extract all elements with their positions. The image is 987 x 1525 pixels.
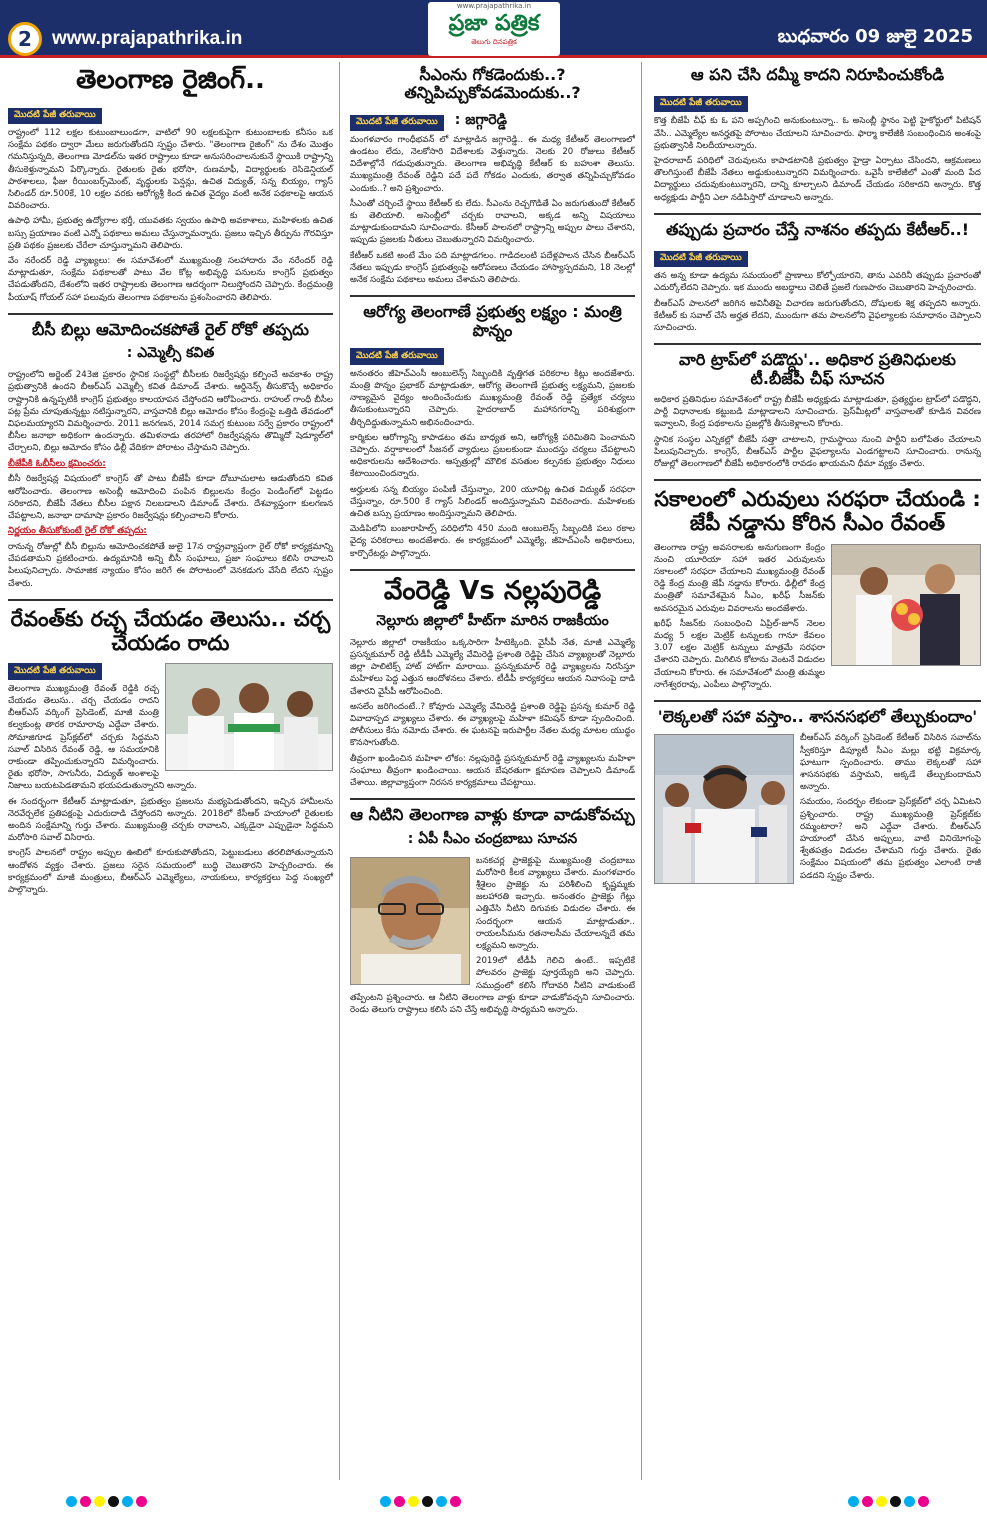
paragraph: ఉపాధి హామీ, ప్రభుత్వ ఉద్యోగాల భర్తీ, యువతకు స్వయం ఉపాధి అవకాశాలు, మహిళలకు ఉచిత బస్సు ప్రయాణం వంటి ఎన్నో పథకాలు అమలు చేస్తున్నామన్నారు. ప్రజలు ఇచ్చిన తీర్పును గౌరవిస్తూ ప్రతి పథకం ప్రజలకు చేరేలా చూస్తున్నామని తెలిపారు. <box>8 216 333 251</box>
registration-dot <box>108 1496 119 1507</box>
byline-badge: మొదటి పేజీ తరువాయి <box>654 96 748 112</box>
color-registration-marks-left <box>66 1492 150 1512</box>
article-body <box>8 661 333 896</box>
paragraph: వేం నరేందర్ రెడ్డి వ్యాఖ్యలు: ఈ సమావేశంలో ముఖ్యమంత్రి సలహాదారు వేం నరేందర్ రెడ్డి మాట్లాడుతూ, సంక్షేమ పథకాలతో పాటు వేల కోట్ల అభివృద్ధి పనులను కాంగ్రెస్ ప్రభుత్వం చేపడుతోందని, దేశంలోని ఇతర రాష్ట్రాలకు తెలంగాణ ఆదర్శంగా నిలుస్తోందని చెప్పారు. కేంద్రమంత్రి పీయూష్ గోయల్ సహా పలువురు తెలంగాణ పథకాలను ప్రశంసించారని తెలిపారు. <box>8 255 333 303</box>
subheadline: : ఎమ్మెల్సీ కవిత <box>126 345 215 362</box>
registration-dot <box>394 1496 405 1507</box>
article-body <box>350 855 635 1017</box>
article-body <box>654 542 981 691</box>
paragraph: నెల్లూరు జిల్లాలో రాజకీయం ఒక్కసారిగా హీటెక్కింది. వైసీపీ నేత, మాజీ ఎమ్మెల్యే ప్రసన్నకుమార్ రెడ్డి టీడీపీ ఎమ్మెల్యే వేమిరెడ్డి ప్రశాంతి రెడ్డిపై చేసిన వ్యాఖ్యలతో నెల్లూరు జిల్లా పాలిటిక్స్ హాట్ హాట్‌గా మారాయి. ప్రసన్నకుమార్ రెడ్డి వ్యాఖ్యలను నిరసిస్తూ మహిళలు పెద్ద ఎత్తున ఆందోళనలు చేశారు. టీడీపీ కార్యకర్తలు ఆయన నివాసంపై దాడి చేశారని వైసీపీ ఆరోపించింది. <box>350 637 635 697</box>
paragraph: తెలంగాణ రాష్ట్ర అవసరాలకు అనుగుణంగా కేంద్రం నుంచి యూరియా సహా ఇతర ఎరువులను సకాలంలో సరఫరా చేయాలని ముఖ్యమంత్రి రేవంత్ రెడ్డి కేంద్ర మంత్రి జేపీ నడ్డాను కోరారు. ఢిల్లీలో కేంద్ర మంత్రితో సమావేశమైన సీఎం, ఖరీఫ్ సీజన్‌కు అవసరమైన ఎరువుల వివరాలను అందజేశారు. <box>654 542 825 614</box>
registration-dot <box>66 1496 77 1507</box>
article-body <box>654 270 981 334</box>
registration-dot <box>408 1496 419 1507</box>
left-column <box>8 62 340 1480</box>
photo-bhatti-vikramarka <box>654 734 794 884</box>
color-registration-marks-right <box>848 1492 932 1512</box>
paragraph: హైదరాబాద్ పరిధిలో చెరువులను కాపాడటానికి ప్రభుత్వం హైడ్రా ఏర్పాటు చేసిందని, ఆక్రమణలు తొలగిస్తుంటే బీజేపీ నేతలు అడ్డుకుంటున్నారని విమర్శించారు. ఒవైసీ కాలేజీలో ఎంతో మంది పేద విద్యార్థులు చదువుకుంటున్నారని, దాన్ని కూల్చాలని డిమాండ్ చేయడం సరికాదని అన్నారు. కొత్త అధ్యక్షుడు పార్టీని ఎలా నడిపిస్తారో చూడాలని అన్నారు. <box>654 156 981 203</box>
registration-dot <box>450 1496 461 1507</box>
byline-badge: మొదటి పేజీ తరువాయి <box>350 115 444 131</box>
logo-title: ప్రజా పత్రిక <box>448 11 540 36</box>
article-jaggareddy[interactable] <box>350 66 635 297</box>
byline-badge: మొదటి పేజీ తరువాయి <box>350 348 444 365</box>
paragraph: స్థానిక సంస్థల ఎన్నికల్లో బీజేపీ సత్తా చాటాలని, గ్రామస్థాయి నుంచి పార్టీని బలోపేతం చేయాలని పిలుపునిచ్చారు. కాంగ్రెస్, బీఆర్ఎస్ పార్టీల వైఫల్యాలను ఎండగట్టాలని సూచించారు. రానున్న రోజుల్లో తెలంగాణలో బీజేపీ అధికారంలోకి రావడం ఖాయమని ధీమా వ్యక్తం చేశారు. <box>654 434 981 470</box>
registration-dot <box>862 1496 873 1507</box>
issue-date: బుధవారం 09 జులై 2025 <box>777 26 973 47</box>
article-chandrababu-water[interactable] <box>350 806 635 1025</box>
paragraph: అధికార ప్రతినిధుల సమావేశంలో రాష్ట్ర బీజేపీ అధ్యక్షుడు మాట్లాడుతూ, ప్రత్యర్థుల ట్రాప్‌లో పడొద్దని, పార్టీ విధానాలకు కట్టుబడి మాట్లాడాలని సూచించారు. ప్రెస్‌మీట్లలో వాస్తవాలతో కూడిన వివరణ ఇవ్వాలని, కేంద్ర పథకాలను ప్రజల్లోకి తీసుకెళ్లాలని కోరారు. <box>654 395 981 430</box>
article-body <box>654 115 981 203</box>
paragraph: అసలేం జరిగిందంటే..? కోవూరు ఎమ్మెల్యే వేమిరెడ్డి ప్రశాంతి రెడ్డిపై ప్రసన్న కుమార్ రెడ్డి వివాదాస్పద వ్యాఖ్యలు చేశారు. ఈ వ్యాఖ్యలపై మహిళా కమిషన్ కూడా స్పందించింది. పోలీసులు కేసు నమోదు చేశారు. ఈ ఘటనపై ఇరుపార్టీల నేతల మధ్య మాటల యుద్ధం కొనసాగుతోంది. <box>350 701 635 749</box>
registration-dot <box>422 1496 433 1507</box>
color-registration-marks-mid <box>380 1492 464 1512</box>
paragraph: కాంగ్రెస్ పాలనలో రాష్ట్రం అప్పుల ఊబిలో కూరుకుపోతోందని, పెట్టుబడులు తరలిపోతున్నాయని ఆందోళన వ్యక్తం చేశారు. ప్రజలు సరైన సమయంలో బుద్ధి చెబుతారని హెచ్చరించారు. ఈ కార్యక్రమంలో మాజీ మంత్రులు, బీఆర్ఎస్ ఎమ్మెల్యేలు, నాయకులు, కార్యకర్తలు పెద్ద సంఖ్యలో పాల్గొన్నారు. <box>8 848 333 895</box>
headline: ఆ పని చేసి దమ్మీ కాదని నిరూపించుకోండి <box>690 65 945 84</box>
subheadline: : జగ్గారెడ్డి <box>454 111 508 128</box>
logo-tagline: తెలుగు దినపత్రిక <box>471 38 517 46</box>
newspaper-logo[interactable] <box>428 2 560 56</box>
article-body <box>654 732 981 881</box>
section-label: నిర్ణయం తీసుకోకుంటే రైల్ రోకో తప్పదు: <box>8 526 147 537</box>
paragraph: 2019లో టీడీపీ గెలిచి ఉంటే.. ఇప్పటికే పోలవరం ప్రాజెక్టు పూర్తయ్యేది అని చెప్పారు. సముద్రంలో కలిసే గోదావరి నీటిని వాడుకుంటే తప్పేంటని ప్రశ్నించారు. ఆ నీటిని తెలంగాణ వాళ్లు కూడా వాడుకోవచ్చని సూచించారు. రెండు తెలుగు రాష్ట్రాలు కలిసి పని చేస్తే అభివృద్ధి సాధ్యమని అన్నారు. <box>350 956 635 1015</box>
headline: సకాలంలో ఎరువులు సరఫరా చేయండి : జేపీ నడ్డాను కోరిన సీఎం రేవంత్ <box>654 487 981 536</box>
paragraph: ఈ సందర్భంగా కేటీఆర్ మాట్లాడుతూ, ప్రభుత్వం ప్రజలను మభ్యపెడుతోందని, ఇచ్చిన హామీలను నెరవేర్చలేక ప్రతిపక్షంపై ఎదురుదాడి చేస్తోందని అన్నారు. 2018లో కేసీఆర్ హయాంలో రైతులకు అందిన సంక్షేమాన్ని గుర్తు చేశారు. ముఖ్యమంత్రి చర్చకు రావాలని, ఎక్కడైనా ఎప్పుడైనా సిద్ధమని మరోసారి సవాల్ విసిరారు. <box>8 796 333 844</box>
registration-dot <box>904 1496 915 1507</box>
article-body <box>350 637 635 789</box>
article-body <box>8 369 333 590</box>
photo-revanth-nadda <box>831 544 981 666</box>
article-body <box>8 127 333 304</box>
article-telangana-rising[interactable] <box>8 66 333 315</box>
paragraph: కార్మికుల ఆరోగ్యాన్ని కాపాడటం తమ బాధ్యత అని, ఆరోగ్యశ్రీ పరిమితిని పెంచామని చెప్పారు. వర్షాకాలంలో సీజనల్ వ్యాధులు ప్రబలకుండా ముందస్తు చర్యలు చేపట్టాలని అధికారులను ఆదేశించారు. ఆస్పత్రుల్లో మౌలిక వసతుల కల్పనకు ప్రభుత్వం నిధులు కేటాయించిందన్నారు. <box>350 432 635 480</box>
headline: సీఎంను గోకడెందుకు..? తన్నిపిచ్చుకోవడమెందుకు..? <box>404 65 581 103</box>
registration-dot <box>122 1496 133 1507</box>
registration-dot <box>380 1496 391 1507</box>
headline: వారి ట్రాప్‌లో పడొద్దు'.. అధికార ప్రతినిధులకు టీ.బీజేపీ చీఫ్ సూచన <box>679 350 956 388</box>
registration-dot <box>136 1496 147 1507</box>
headline: తప్పుడు ప్రచారం చేస్తే నాశనం తప్పదు కేటీఆర్..! <box>665 219 970 239</box>
paragraph: సీఎంతో చర్చించే స్థాయి కేటీఆర్ కు లేదు. సీఎంను రెచ్చగొడితే ఏం జరుగుతుందో కేటీఆర్ కు తెలియాలి. అసెంబ్లీలో చర్చకు రావాలని, అక్కడ అన్ని విషయాలు మాట్లాడుకుందామని సూచించారు. కేసీఆర్ పాలనలో రాష్ట్రాన్ని అప్పుల పాలు చేశారని, ఇప్పుడు ప్రజలకు నీతులు చెబుతున్నారని విమర్శించారు. <box>350 198 635 246</box>
article-body <box>654 394 981 470</box>
paragraph: రాష్ట్రంలోని అర్జెంట్ 243జి ప్రకారం స్థానిక సంస్థల్లో బీసీలకు రిజర్వేషన్లు కల్పించే అవకాశం రాష్ట్ర ప్రభుత్వానికి ఉందని బీఆర్ఎస్ ఎమ్మెల్సీ కవిత డిమాండ్ చేశారు. ఆర్డినెన్స్ తీసుకొచ్చే అధికారం రాష్ట్రానికి ఉన్నప్పటికీ కాంగ్రెస్ ప్రభుత్వం కాలయాపన చేస్తోందని ఆరోపించారు. రాహుల్ గాంధీ బీసీల పట్ల ప్రేమ చూపుతున్నట్టు నటిస్తున్నారని, వాస్తవానికి బిల్లు ఆమోదం కోసం కేంద్రంపై ఒత్తిడి తేవడంలో విఫలమయ్యారని విమర్శించారు. 2011 జనగణన, 2014 సమగ్ర కుటుంబ సర్వే ప్రకారం రాష్ట్రంలో బీసీల జనాభా అధికంగా ఉందన్నారు. తమిళనాడు తరహాలో రిజర్వేషన్లను తొమ్మిదో షెడ్యూల్‌లో చేర్చాలని, బిల్లు ఆమోదం కోసం ఢిల్లీ వేదికగా పోరాటం చేస్తామని చెప్పారు. <box>8 370 333 454</box>
paragraph: బనకచర్ల ప్రాజెక్టుపై ముఖ్యమంత్రి చంద్రబాబు మరోసారి కీలక వ్యాఖ్యలు చేశారు. మంగళవారం శ్రీశైలం ప్రాజెక్టు ను పరిశీలించి కృష్ణమ్మకు జలహారతి ఇచ్చారు. అనంతరం ప్రాజెక్టు గేట్లు ఎత్తివేసి నీటిని దిగువకు విడుదల చేశారు. ఈ సందర్భంగా ఆయన మాట్లాడుతూ.. రాయలసీమను రతనాలసీమ చేయాలన్నదే తమ లక్ష్యమని అన్నారు. <box>476 855 635 951</box>
article-health-ponnam[interactable] <box>350 303 635 571</box>
paragraph: బీసీ రిజర్వేషన్ల విషయంలో కాంగ్రెస్ తో పాటు బీజేపీ కూడా దోబూచులాట ఆడుతోందని కవిత ఆరోపించారు. తెలంగాణ అసెంబ్లీ ఆమోదించి పంపిన బిల్లులను కేంద్రం పెండింగ్‌లో పెట్టడం సరికాదని, బీజేపీ నేతలు బీసీల పక్షాన నిలబడాలని డిమాండ్ చేశారు. దేశవ్యాప్తంగా కులగణన చేపట్టాలని, జనాభా దామాషా ప్రకారం రిజర్వేషన్లు కల్పించాలని కోరారు. <box>8 474 333 521</box>
registration-dot <box>890 1496 901 1507</box>
masthead <box>0 0 987 58</box>
paragraph: తన అన్న కూడా ఉద్యమ సమయంలో ప్రాణాలు కోల్పోయారని, తాను ఎవరినీ తప్పుడు ప్రచారంతో ఎదుర్కోలేదని చెప్పారు. ఇక ముందు అబద్ధాలు చెబితే ప్రజలే గుణపాఠం చెబుతారని హెచ్చరించారు. <box>654 271 981 294</box>
byline-badge: మొదటి పేజీ తరువాయి <box>8 663 102 680</box>
headline: ఆ నీటిని తెలంగాణ వాళ్లు కూడా వాడుకోవచ్చు <box>350 805 635 825</box>
headline: వేంరెడ్డి Vs నల్లపురెడ్డి <box>383 575 602 606</box>
section-label: బీజేపీకి ఓబీసీలు క్షమించరు: <box>8 458 106 469</box>
paragraph: తీవ్రంగా ఖండించిన మహిళా లోకం: నల్లపురెడ్డి ప్రసన్నకుమార్ రెడ్డి వ్యాఖ్యలను మహిళా సంఘాలు తీవ్రంగా ఖండించాయి. ఆయన బేషరతుగా క్షమాపణ చెప్పాలని డిమాండ్ చేశాయి. జిల్లావ్యాప్తంగా నిరసన కార్యక్రమాలు చేపట్టాయి. <box>350 753 635 788</box>
registration-dot <box>436 1496 447 1507</box>
article-fertilizer-supply[interactable] <box>654 487 981 702</box>
site-url[interactable]: www.prajapathrika.in <box>52 28 243 49</box>
middle-column <box>344 62 642 1480</box>
headline: రేవంత్‌కు రచ్చ చేయడం తెలుసు.. చర్చ చేయడం రాదు <box>10 606 331 655</box>
subheadline: : ఏపీ సీఎం చంద్రబాబు సూచన <box>407 830 578 847</box>
headline: ఆరోగ్య తెలంగాణే ప్రభుత్వ లక్ష్యం : మంత్రి పొన్నం <box>363 302 622 340</box>
subheadline: నెల్లూరు జిల్లాలో హీట్‌గా మారిన రాజకీయం <box>376 612 609 629</box>
headline: 'లెక్కలతో సహా వస్తాం.. శాసనసభలో తేల్చుకుందాం' <box>657 706 978 726</box>
registration-dot <box>80 1496 91 1507</box>
page-number: 2 <box>8 22 42 56</box>
headline: బీసీ బిల్లు ఆమోదించకపోతే రైల్ రోకో తప్పదు <box>32 319 309 339</box>
registration-dot <box>876 1496 887 1507</box>
paragraph: అర్హులకు సన్న బియ్యం పంపిణీ చేస్తున్నాం, 200 యూనిట్ల ఉచిత విద్యుత్ సరఫరా చేస్తున్నాం, రూ.500 కే గ్యాస్ సిలిండర్ అందిస్తున్నామని వివరించారు. మహిళలకు ఉచిత బస్సు ప్రయాణం అందిస్తున్నామని తెలిపారు. <box>350 484 635 519</box>
article-false-propaganda[interactable] <box>654 221 981 345</box>
article-nellore-politics[interactable] <box>350 577 635 800</box>
registration-dot <box>918 1496 929 1507</box>
paragraph: రానున్న రోజుల్లో బీసీ బిల్లును ఆమోదించకపోతే జులై 17న రాష్ట్రవ్యాప్తంగా రైల్ రోకో కార్యక్రమాన్ని చేపడతామని ప్రకటించారు. ఉద్యమానికి అన్ని బీసీ సంఘాలు, ప్రజా సంఘాలు కలిసి రావాలని పిలుపునిచ్చారు. సామాజిక న్యాయం కోసం జరిగే ఈ పోరాటంలో వెనకడుగు వేసేది లేదని స్పష్టం చేశారు. <box>8 541 333 589</box>
paragraph: రాష్ట్రంలో 112 లక్షల కుటుంబాలుండగా, వాటిలో 90 లక్షలకుపైగా కుటుంబాలకు కనీసం ఒక సంక్షేమ పథకం ద్వారా మేలు జరుగుతోందని స్పష్టం చేశారు. "తెలంగాణ రైజింగ్" ను దేశం మొత్తం గమనిస్తున్నది, తెలంగాణ మోడల్‌ను ఇతర రాష్ట్రాలు కూడా అనుసరించాలనుకునే స్థాయికి రాష్ట్రాన్ని తీసుకెళ్తున్నామని పేర్కొన్నారు. రైతులకు రైతు భరోసా, రుణమాఫీ, విద్యార్థులకు రెసిడెన్షియల్ పాఠశాలలు, ఫీజు రీయింబర్స్‌మెంట్, వృద్ధులకు పెన్షన్లు, ఉచిత విద్యుత్, సన్న బియ్యం, గ్యాస్ సిలిండర్ రూ.500కే, 10 లక్షల వరకు ఆరోగ్యశ్రీ కింద ఉచిత వైద్యం వంటి అనేక పథకాలపై ఆయన వివరించారు. <box>8 127 333 212</box>
paragraph: తెలంగాణ ముఖ్యమంత్రి రేవంత్ రెడ్డికి రచ్చ చేయడం తెలుసు.. చర్చ చేయడం రాదని బీఆర్ఎస్ వర్కింగ్ ప్రెసిడెంట్, మాజీ మంత్రి కల్వకుంట్ల తారక రామారావు ఎద్దేవా చేశారు. సోమాజిగూడ ప్రెస్‌క్లబ్‌లో చర్చకు సిద్ధమని సవాల్ విసిరిన రేవంత్ రెడ్డి, ఆ సమయానికి రాకుండా తప్పించుకున్నారని విమర్శించారు. రైతు భరోసా, సాగునీరు, విద్యుత్ అంశాలపై నిజాలు బయటపెడతామని భయపడుతున్నారని అన్నారు. <box>8 683 197 792</box>
photo-chandrababu <box>350 857 470 985</box>
paragraph: అనంతరం జీహెచ్ఎంసీ ఆంబులెన్స్ సిబ్బందికి వృత్తిగత పరికరాల కిట్లు అందజేశారు. మంత్రి పొన్నం ప్రభాకర్ మాట్లాడుతూ, ఆరోగ్య తెలంగాణే ప్రభుత్వ లక్ష్యమని, ప్రజలకు నాణ్యమైన వైద్యం అందించేందుకు ముఖ్యమంత్రి రేవంత్ రెడ్డి ప్రత్యేక చర్యలు తీసుకుంటున్నారని చెప్పారు. హైదరాబాద్ మహానగరాన్ని పరిశుభ్రంగా తీర్చిదిద్దుతున్నామని అభినందించారు. <box>350 368 635 428</box>
article-body <box>350 346 635 560</box>
paragraph: బీఆర్ఎస్ వర్కింగ్ ప్రెసిడెంట్ కేటీఆర్ విసిరిన సవాల్‌ను స్వీకరిస్తూ డిప్యూటీ సీఎం మల్లు భట్టి విక్రమార్క ఘాటుగా స్పందించారు. తాము లెక్కలతో సహా శాసనసభకు వస్తామని, అక్కడే తేల్చుకుందామని అన్నారు. <box>800 733 981 793</box>
article-body <box>350 134 635 286</box>
byline-badge: మొదటి పేజీ తరువాయి <box>654 251 748 267</box>
paragraph: ఖరీఫ్ సీజన్‌కు సంబంధించి ఏప్రిల్-జూన్ నెలల మధ్య 5 లక్షల మెట్రిక్ టన్నులకు గానూ కేవలం 3.07 లక్షల మెట్రిక్ టన్నులు మాత్రమే సరఫరా చేశారని చెప్పారు. మిగిలిన కోటాను వెంటనే విడుదల చేయాలని కోరారు. ఈ సమావేశంలో మంత్రి తుమ్మల నాగేశ్వరరావు, ఎంపీలు పాల్గొన్నారు. <box>654 618 825 690</box>
byline-badge: మొదటి పేజీ తరువాయి <box>8 108 102 124</box>
paragraph: మంగళవారం గాంధీభవన్ లో మాట్లాడిన జగ్గారెడ్డి.. ఈ మధ్య కేటీఆర్ తెలంగాణలో ఉండటం లేదు, నెలకోసారి విదేశాలకు వెళ్తున్నారు. నెలకు 20 రోజులు కేటీఆర్ విదేశాల్లోనే గడుపుతున్నారు. తెలంగాణ అభివృద్ధి కేటీఆర్ కు బహుశా తెలుసు. ముఖ్యమంత్రి రేవంత్ రెడ్డిని పదే పదే గోకడం ఎందుకు, తర్వాత తన్నిపిచ్చుకోవడం ఎందుకు..? అని ప్రశ్నించారు. <box>350 134 635 194</box>
registration-dot <box>848 1496 859 1507</box>
paragraph: సమయం, సందర్భం లేకుండా ప్రెస్‌క్లబ్‌లో చర్చ ఏమిటని ప్రశ్నించారు. రాష్ట్ర ముఖ్యమంత్రి ప్రెస్‌క్లబ్‌కు రమ్మంటారా? అని ఎద్దేవా చేశారు. బీఆర్ఎస్ హయాంలో చేసిన అప్పులు, వాటి వినియోగంపై శ్వేతపత్రం విడుదల చేశామని గుర్తు చేశారు. రైతు సంక్షేమం విషయంలో తమ ప్రభుత్వం ఎలాంటి రాజీ పడదని స్పష్టం చేశారు. <box>800 797 981 881</box>
paragraph: కొత్త బీజేపీ చీఫ్ కు ఓ పని అప్పగించి అనుకుంటున్నా.. ఓ అసెంబ్లీ స్థానం పెట్టి హైకోర్టులో పిటిషన్ వేసి.. ఎమ్మెల్యేల అనర్హతపై పోరాటం చేయాలని సూచించారు. ఫార్మా కాలేజీకి సంబంధించిన అంశంపై ప్రభుత్వానికి నిలదీయాలన్నారు. <box>654 116 981 151</box>
headline: తెలంగాణ రైజింగ్.. <box>76 65 265 95</box>
article-bjp-chief-dummy[interactable] <box>654 66 981 215</box>
paragraph: మెడిపిలోని బంజారాహిల్స్ పరిధిలోని 450 మంది ఆంబులెన్స్ సిబ్బందికి పలు రకాల వైద్య పరికరాలు అందజేశారు. ఈ కార్యక్రమంలో ఎమ్మెల్యే, జీహెచ్ఎంసీ అధికారులు, కార్పొరేటర్లు పాల్గొన్నారు. <box>350 524 635 559</box>
article-bhatti-assembly[interactable] <box>654 708 981 891</box>
right-column <box>648 62 981 1480</box>
photo-ktr-leaders <box>165 663 333 771</box>
registration-dot <box>94 1496 105 1507</box>
paragraph: బీఆర్ఎస్ పాలనలో జరిగిన అవినీతిపై విచారణ జరుగుతోందని, దోషులకు శిక్ష తప్పదని అన్నారు. కేటీఆర్ కు సవాల్ చేసే అర్హత లేదని, ముందుగా తమ పాలనలోని వైఫల్యాలకు సమాధానం చెప్పాలని సూచించారు. <box>654 298 981 334</box>
article-bc-bill-kavitha[interactable] <box>8 321 333 601</box>
logo-url: www.prajapathrika.in <box>456 2 532 10</box>
article-bjp-spokespersons[interactable] <box>654 351 981 481</box>
article-ktr-revanth[interactable] <box>8 607 333 906</box>
paragraph: కేటీఆర్ ఒకటి అంటే మేం పది మాట్లాడగలం. గాడిదలంటి పదేళ్లపాలన చేసిన బీఆర్ఎస్ నేతలు ఇప్పుడు కాంగ్రెస్ ప్రభుత్వంపై ఆరోపణలు చేయడం హాస్యాస్పదమని, 18 నెలల్లో అనేక సంక్షేమ పథకాలు అమలు చేశామని తెలిపారు. <box>350 250 635 286</box>
